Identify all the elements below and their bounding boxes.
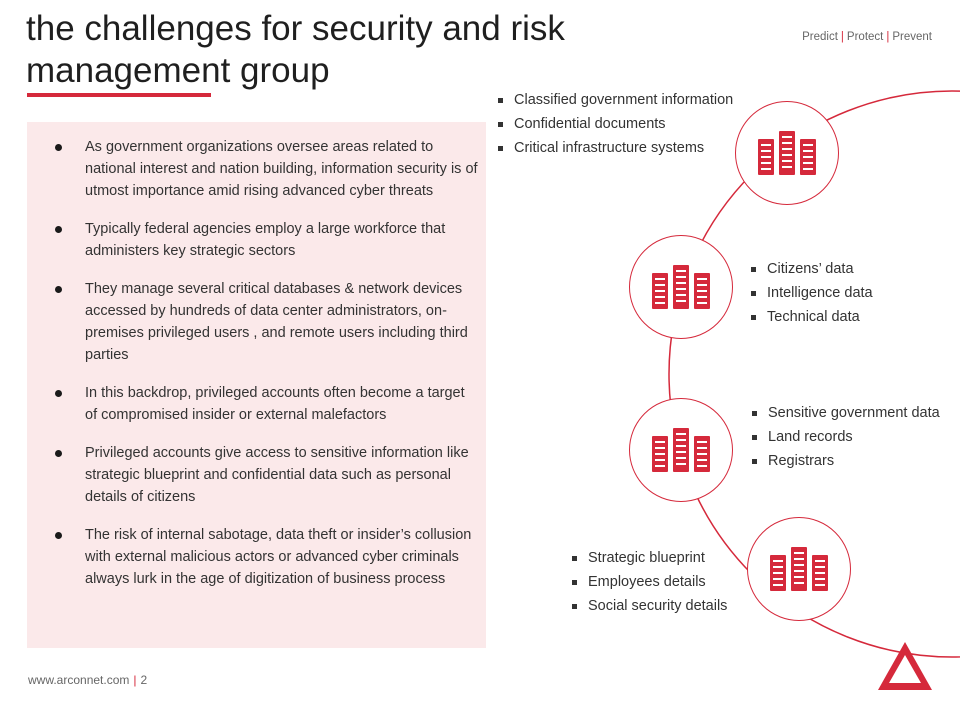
node-item	[749, 257, 949, 281]
tagline-predict: Predict	[802, 31, 838, 43]
square-bullet-icon	[572, 604, 577, 609]
data-node-3	[629, 398, 733, 502]
node-item	[750, 449, 960, 473]
node-item-text: Sensitive government data	[768, 405, 940, 421]
node-item-text: Critical infrastructure systems	[514, 140, 705, 156]
tagline-prevent: Prevent	[892, 31, 932, 43]
node-item-text: Strategic blueprint	[588, 550, 705, 566]
node-item-text: Technical data	[767, 309, 860, 325]
server-rack-icon	[758, 131, 816, 175]
node-item-text: Land records	[768, 429, 853, 445]
challenge-text: Typically federal agencies employ a large workforce that administers key strategic sectors	[85, 221, 446, 259]
challenge-text: In this backdrop, privileged accounts often become a target of compromised insider or external malefactors	[85, 385, 465, 423]
node-item-text: Employees details	[588, 574, 706, 590]
triangle-logo-icon	[876, 640, 934, 692]
node-3-list	[750, 401, 960, 473]
node-item-text: Registrars	[768, 453, 835, 469]
server-rack-icon	[770, 547, 828, 591]
challenge-text: As government organizations oversee areas related to national interest and nation building, information security is of utmost importance amid rising advanced cyber threats	[85, 139, 478, 199]
node-item-text: Citizens’ data	[767, 261, 854, 277]
node-item-text: Intelligence data	[767, 285, 873, 301]
square-bullet-icon	[751, 315, 756, 320]
node-2-list	[749, 257, 949, 329]
node-item-text: Classified government information	[514, 92, 734, 108]
node-item	[570, 594, 750, 618]
data-node-2	[629, 235, 733, 339]
node-item	[496, 112, 736, 136]
node-item	[496, 136, 736, 160]
square-bullet-icon	[751, 267, 756, 272]
node-item	[750, 425, 960, 449]
node-item-text: Confidential documents	[514, 116, 666, 132]
node-item	[496, 88, 736, 112]
node-item	[570, 546, 750, 570]
data-node-4	[747, 517, 851, 621]
node-item	[570, 570, 750, 594]
square-bullet-icon	[752, 411, 757, 416]
square-bullet-icon	[752, 435, 757, 440]
node-item	[750, 401, 960, 425]
tagline-protect: Protect	[846, 31, 884, 43]
square-bullet-icon	[751, 291, 756, 296]
square-bullet-icon	[572, 580, 577, 585]
square-bullet-icon	[572, 556, 577, 561]
challenge-text: Privileged accounts give access to sensitive information like strategic blueprint and confidential data such as personal details of citizens	[85, 445, 469, 505]
data-node-1	[735, 101, 839, 205]
node-item	[749, 281, 949, 305]
footer-site: www.arconnet.com	[28, 673, 130, 687]
challenge-text: The risk of internal sabotage, data theft or insider’s collusion with external malicious actors or advanced cyber criminals always lurk in the age of digitization of business process	[85, 527, 472, 587]
server-rack-icon	[652, 428, 710, 472]
challenge-text: They manage several critical databases & network devices accessed by hundreds of data center administrators, on-premises privileged users , and remote users including third parties	[85, 281, 468, 363]
node-item	[749, 305, 949, 329]
page-number: 2	[140, 673, 148, 687]
tagline: Predict | Protect | Prevent	[802, 31, 932, 43]
square-bullet-icon	[498, 98, 503, 103]
node-1-list	[496, 88, 736, 160]
square-bullet-icon	[752, 459, 757, 464]
node-4-list	[570, 546, 750, 618]
footer: www.arconnet.com | 2	[28, 673, 148, 687]
node-item-text: Social security details	[588, 598, 728, 614]
square-bullet-icon	[498, 122, 503, 127]
page-title: the challenges for security and risk management group	[26, 9, 565, 90]
server-rack-icon	[652, 265, 710, 309]
square-bullet-icon	[498, 146, 503, 151]
